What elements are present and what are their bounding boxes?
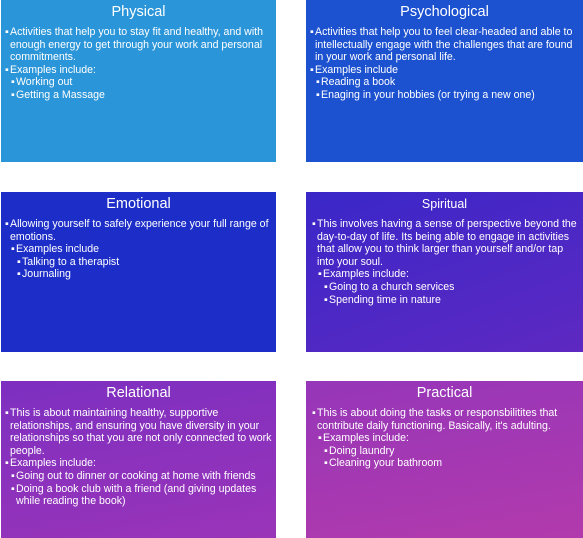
bullet-icon: ▪: [324, 444, 328, 457]
card-emotional: [1, 192, 276, 352]
intro-text: Allowing yourself to safely experience your full range of emotions.: [10, 218, 269, 243]
card-title: Emotional: [106, 196, 171, 212]
bullet-icon: ▪: [324, 457, 328, 470]
example-text: Journaling: [22, 268, 71, 281]
example-text: Going out to dinner or cooking at home with friends: [16, 469, 256, 482]
intro-text: This involves having a sense of perspective beyond the day-to-day of life. Its being able to engage in activities that allow you to think larger than yourself and/or tap into your soul.: [317, 218, 577, 268]
intro-text: Activities that help you to stay fit and healthy, and with enough energy to get through your work and personal commitments.: [10, 26, 264, 64]
card-spiritual: [306, 192, 583, 352]
list-item: [11, 243, 272, 256]
example-text: Going to a church services: [329, 280, 455, 293]
list-item: [11, 76, 272, 89]
intro-text: This is about maintaining healthy, supportive relationships, and ensuring you have diversity in your relationships so that you are not only connected to work people.: [10, 407, 272, 457]
card-physical: [1, 0, 276, 162]
card-relational: [1, 381, 276, 538]
example-text: Cleaning your bathroom: [329, 457, 443, 470]
list-item: [316, 76, 579, 89]
card-body: [1, 402, 276, 508]
intro-text: Activities that help you to feel clear-headed and able to intellectually engage with the challenges that are found in your work and personal life.: [315, 26, 573, 64]
bullet-icon: ▪: [312, 218, 316, 230]
examples-label: Examples include:: [10, 63, 96, 76]
examples-label: Examples include:: [10, 457, 96, 470]
card-title: Relational: [106, 385, 171, 401]
example-text: Spending time in nature: [329, 293, 441, 306]
examples-label: Examples include:: [323, 268, 409, 281]
bullet-icon: ▪: [318, 268, 322, 281]
example-text: Doing laundry: [329, 444, 395, 457]
examples-label: Examples include: [16, 243, 100, 256]
examples-label: Examples include: [315, 63, 399, 76]
bullet-icon: ▪: [5, 218, 9, 230]
list-item: [11, 483, 272, 508]
card-psychological: [306, 0, 583, 162]
example-text: Doing a book club with a friend (and giving updates while reading the book): [16, 482, 257, 508]
list-item: [312, 407, 579, 432]
list-item: [17, 256, 272, 269]
bullet-icon: ▪: [324, 293, 328, 306]
bullet-icon: ▪: [11, 469, 15, 482]
bullet-icon: ▪: [11, 76, 15, 89]
list-item: [324, 457, 579, 470]
list-item: [324, 445, 579, 458]
list-item: [318, 432, 579, 445]
examples-label: Examples include:: [323, 432, 409, 445]
list-item: [312, 218, 579, 268]
example-text: Getting a Massage: [16, 88, 105, 101]
bullet-icon: ▪: [316, 76, 320, 89]
card-title: Psychological: [400, 4, 489, 20]
card-body: [1, 21, 276, 102]
card-practical: [306, 381, 583, 538]
list-item: [11, 89, 272, 102]
bullet-icon: ▪: [11, 243, 15, 256]
list-item: [5, 457, 272, 470]
bullet-icon: ▪: [5, 407, 9, 419]
list-item: [318, 268, 579, 281]
bullet-icon: ▪: [310, 63, 314, 76]
list-item: [316, 89, 579, 102]
list-item: [5, 64, 272, 77]
card-title: Physical: [111, 4, 166, 20]
list-item: [310, 64, 579, 77]
example-text: Reading a book: [321, 76, 396, 89]
bullet-icon: ▪: [324, 280, 328, 293]
example-text: Enaging in your hobbies (or trying a new one): [321, 88, 535, 101]
bullet-icon: ▪: [17, 268, 21, 281]
card-body: [306, 213, 583, 306]
bullet-icon: ▪: [316, 88, 320, 101]
card-body: [1, 213, 276, 281]
list-item: [310, 26, 579, 64]
list-item: [5, 26, 272, 64]
list-item: [11, 470, 272, 483]
list-item: [17, 268, 272, 281]
bullet-icon: ▪: [5, 63, 9, 76]
card-body: [306, 402, 583, 470]
list-item: [5, 218, 272, 243]
card-body: [306, 21, 583, 102]
intro-text: This is about doing the tasks or responsbilitites that contribute daily functioning. Basically, it's adulting.: [317, 407, 558, 432]
bullet-icon: ▪: [17, 255, 21, 268]
bullet-icon: ▪: [312, 407, 316, 419]
card-title: Practical: [416, 385, 473, 401]
card-title: Spiritual: [421, 197, 468, 211]
bullet-icon: ▪: [11, 482, 15, 495]
bullet-icon: ▪: [11, 88, 15, 101]
bullet-icon: ▪: [318, 432, 322, 445]
list-item: [5, 407, 272, 457]
example-text: Working out: [16, 76, 73, 89]
bullet-icon: ▪: [310, 26, 314, 38]
bullet-icon: ▪: [5, 26, 9, 38]
list-item: [324, 294, 579, 307]
list-item: [324, 281, 579, 294]
bullet-icon: ▪: [5, 457, 9, 470]
example-text: Talking to a therapist: [22, 255, 120, 268]
